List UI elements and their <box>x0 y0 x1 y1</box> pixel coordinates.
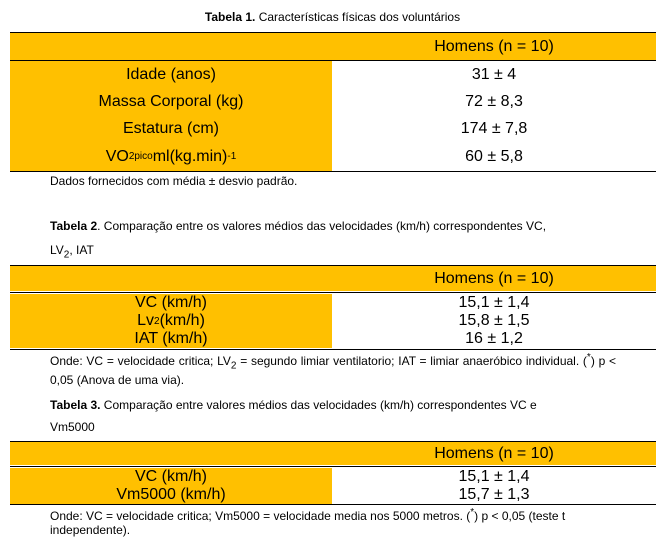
row-value: 60 ± 5,8 <box>465 147 523 165</box>
table2-caption-text: . Comparação entre os valores médios das velocidades (km/h) correspondentes VC, <box>97 219 547 233</box>
table2-header-label: Homens (n = 10) <box>434 269 554 287</box>
table-row <box>10 88 656 115</box>
table3-caption-text: Comparação entre valores médios das velocidades (km/h) correspondentes VC e <box>100 398 537 412</box>
table2-caption <box>50 219 546 233</box>
row-value: 72 ± 8,3 <box>465 92 523 110</box>
caption-lv-sub: 2 <box>63 249 70 261</box>
lv-sub: 2 <box>154 315 160 327</box>
table2-caption-line2 <box>50 243 94 260</box>
vo-sub: 2pico <box>128 151 153 162</box>
table2-header <box>10 266 656 291</box>
table-row <box>10 468 656 486</box>
table3-caption <box>50 398 537 412</box>
note-part: = segundo limiar ventilatorio; IAT = limiar anaeróbico individual. ( <box>236 354 587 368</box>
table3-caption-label: Tabela 3. <box>50 398 101 412</box>
caption-lv: LV <box>50 243 64 257</box>
vo-sup: -1 <box>227 151 237 162</box>
row-value: 15,1 ± 1,4 <box>458 468 530 485</box>
note-part: ) p < 0,05 (teste t independente). <box>50 509 566 537</box>
table1-caption-label: Tabela 1. <box>204 10 256 24</box>
row-value: 174 ± 7,8 <box>460 119 528 137</box>
row-label: Vm5000 (km/h) <box>10 486 332 504</box>
row-value: 15,7 ± 1,3 <box>458 486 530 503</box>
row-label <box>10 142 332 171</box>
note-part: ) p < 0,05 (Anova de uma via). <box>50 354 616 388</box>
lv-label: Lv <box>137 312 154 329</box>
table1-header-label: Homens (n = 10) <box>434 37 554 55</box>
table-row <box>10 330 656 348</box>
row-label: Idade (anos) <box>10 61 332 88</box>
table3-header <box>10 442 656 465</box>
table-row <box>10 486 656 504</box>
row-value: 15,1 ± 1,4 <box>458 294 530 311</box>
caption-iat: , IAT <box>69 243 94 257</box>
table2-body <box>10 294 656 348</box>
note-part: Onde: VC = velocidade critica; Vm5000 = velocidade media nos 5000 metros. ( <box>50 509 471 523</box>
lv-unit: (km/h) <box>159 312 205 329</box>
note-part: Onde: VC = velocidade critica; LV <box>50 354 231 368</box>
table3-note <box>50 506 616 537</box>
table3-body <box>10 468 656 504</box>
vo-unit: ml(kg.min) <box>152 147 228 165</box>
row-value: 31 ± 4 <box>471 65 517 83</box>
vo-label: VO <box>105 147 129 165</box>
table3-caption-line2: Vm5000 <box>50 420 95 434</box>
table-row <box>10 115 656 142</box>
table-row <box>10 294 656 312</box>
table-row <box>10 312 656 330</box>
row-label: Massa Corporal (kg) <box>10 88 332 115</box>
table2-caption-label: Tabela 2 <box>50 219 98 233</box>
row-label: VC (km/h) <box>10 468 332 486</box>
row-label: VC (km/h) <box>10 294 332 312</box>
table-row <box>10 142 656 171</box>
table3-header-label: Homens (n = 10) <box>434 444 554 462</box>
table2-note <box>50 351 616 387</box>
row-label <box>10 312 332 330</box>
table1-header <box>10 33 656 60</box>
note-sub: 2 <box>230 360 237 372</box>
table1-body <box>10 61 656 171</box>
table-row <box>10 61 656 88</box>
table1-caption-text: Características físicas dos voluntários <box>255 10 461 24</box>
row-value: 15,8 ± 1,5 <box>458 312 530 329</box>
row-label: IAT (km/h) <box>10 330 332 348</box>
note-star: * <box>470 507 475 518</box>
table1-caption <box>0 10 665 24</box>
row-label: Estatura (cm) <box>10 115 332 142</box>
note-star: * <box>586 352 591 363</box>
row-value: 16 ± 1,2 <box>465 330 523 347</box>
table1-note: Dados fornecidos com média ± desvio padrão. <box>50 174 298 188</box>
